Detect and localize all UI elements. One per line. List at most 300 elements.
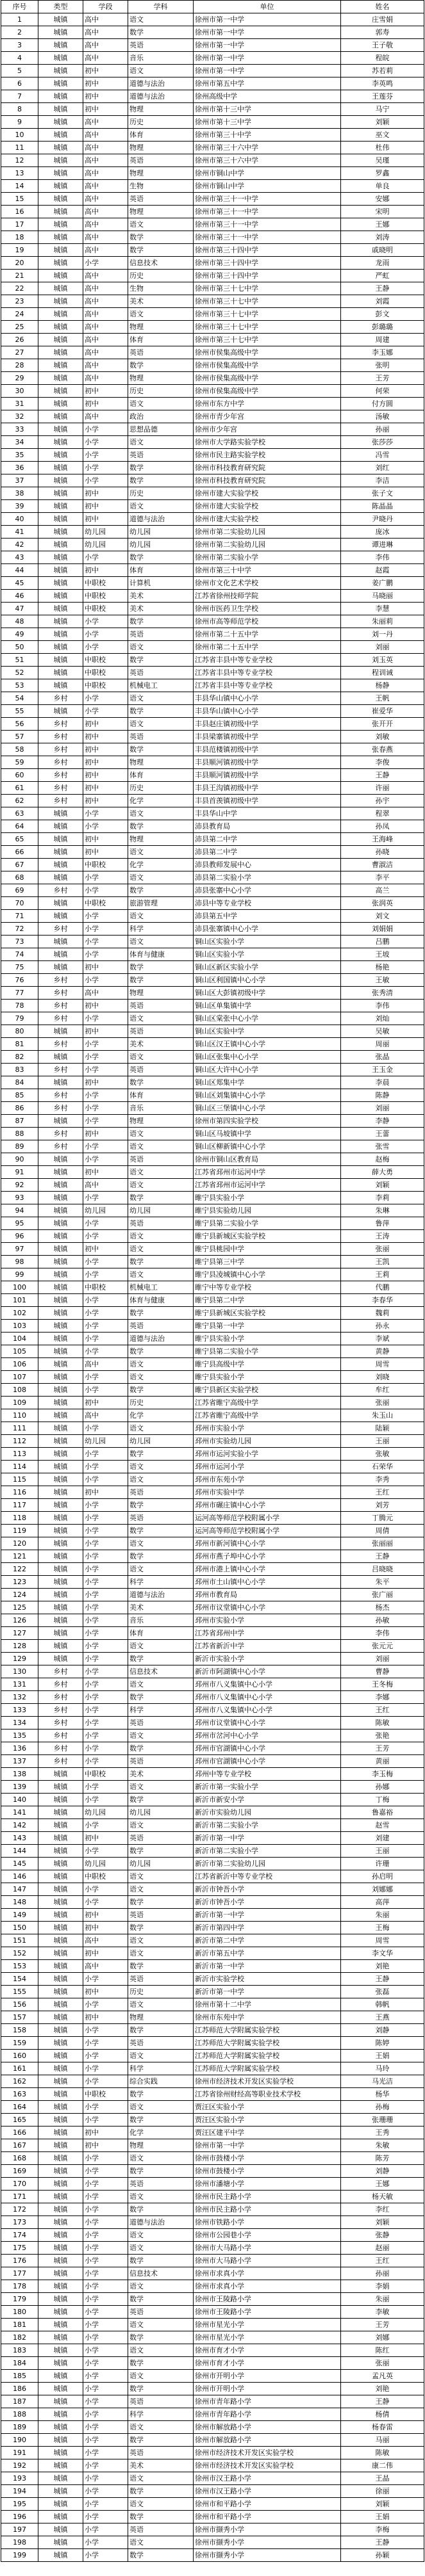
table-row <box>1 807 424 820</box>
cell-type: 城镇 <box>38 1601 83 1614</box>
cell-stage: 中职校 <box>83 577 128 590</box>
cell-unit: 丰县首羡镇初级中学 <box>194 795 341 807</box>
cell-subject: 语文 <box>128 846 194 859</box>
cell-type: 城镇 <box>38 1627 83 1640</box>
cell-subject: 数学 <box>128 1384 194 1397</box>
cell-unit: 邳州市港上镇中心小学 <box>194 1563 341 1576</box>
cell-unit: 邳州市土山镇中心小学 <box>194 1576 341 1589</box>
table-row <box>1 2472 424 2485</box>
cell-type: 城镇 <box>38 1409 83 1422</box>
cell-subject: 体育与健康 <box>128 948 194 961</box>
cell-unit: 沛县张寨镇中心小学 <box>194 923 341 936</box>
cell-type: 城镇 <box>38 1550 83 1563</box>
cell-stage: 小学 <box>83 1012 128 1025</box>
cell-stage: 初中 <box>83 1486 128 1499</box>
cell-stage: 小学 <box>83 2152 128 2165</box>
cell-type: 城镇 <box>38 1614 83 1627</box>
cell-type: 城镇 <box>38 1512 83 1525</box>
cell-index: 94 <box>1 1204 38 1217</box>
table-row <box>1 577 424 590</box>
cell-stage: 小学 <box>83 1678 128 1691</box>
cell-name: 赵霞 <box>341 564 424 577</box>
cell-type: 城镇 <box>38 1461 83 1473</box>
cell-index: 147 <box>1 1883 38 1896</box>
cell-index: 159 <box>1 2037 38 2050</box>
cell-unit: 徐州市和平路小学 <box>194 2498 341 2511</box>
cell-unit: 邳州市教育局 <box>194 1589 341 1601</box>
cell-type: 乡村 <box>38 1102 83 1115</box>
cell-index: 155 <box>1 1986 38 1998</box>
cell-name: 周倩 <box>341 1525 424 1537</box>
cell-type: 城镇 <box>38 116 83 129</box>
cell-stage: 小学 <box>83 2306 128 2319</box>
cell-name: 苏若莉 <box>341 65 424 77</box>
cell-subject: 化学 <box>128 1409 194 1422</box>
cell-name: 张敏 <box>341 1448 424 1461</box>
cell-stage: 小学 <box>83 871 128 884</box>
table-row <box>1 167 424 180</box>
cell-index: 131 <box>1 1678 38 1691</box>
cell-stage: 初中 <box>83 2011 128 2024</box>
cell-index: 73 <box>1 936 38 948</box>
cell-stage: 高中 <box>83 52 128 65</box>
cell-index: 3 <box>1 39 38 52</box>
cell-subject: 数学 <box>128 2024 194 2037</box>
cell-unit: 徐州市第三十一中学 <box>194 218 341 231</box>
table-row <box>1 26 424 39</box>
cell-type: 城镇 <box>38 449 83 462</box>
cell-type: 城镇 <box>38 1640 83 1653</box>
table-row <box>1 1729 424 1742</box>
table-row <box>1 1691 424 1704</box>
cell-subject: 历史 <box>128 270 194 282</box>
cell-stage: 初中 <box>83 769 128 782</box>
cell-subject: 数学 <box>128 1653 194 1665</box>
cell-stage: 初中 <box>83 90 128 103</box>
cell-index: 87 <box>1 1115 38 1128</box>
cell-stage: 小学 <box>83 1499 128 1512</box>
cell-index: 47 <box>1 603 38 615</box>
cell-unit: 徐州市民主路小学 <box>194 2203 341 2216</box>
cell-unit: 沛县张寨中心小学 <box>194 884 341 897</box>
cell-type: 城镇 <box>38 2075 83 2088</box>
cell-stage: 小学 <box>83 2434 128 2447</box>
cell-subject: 数学 <box>128 1256 194 1268</box>
cell-name: 单良 <box>341 180 424 193</box>
header-stage: 学段 <box>83 1 128 13</box>
cell-name: 朱平 <box>341 1576 424 1589</box>
cell-type: 城镇 <box>38 500 83 513</box>
cell-type: 城镇 <box>38 2088 83 2101</box>
cell-stage: 小学 <box>83 974 128 987</box>
table-row <box>1 2088 424 2101</box>
cell-stage: 小学 <box>83 1256 128 1268</box>
cell-subject: 英语 <box>128 1320 194 1333</box>
table-row <box>1 743 424 756</box>
cell-unit: 邳州市实验小学 <box>194 1422 341 1435</box>
cell-subject: 物理 <box>128 372 194 385</box>
cell-index: 25 <box>1 321 38 334</box>
cell-index: 23 <box>1 295 38 308</box>
cell-name: 姜广鹏 <box>341 577 424 590</box>
cell-index: 130 <box>1 1665 38 1678</box>
cell-unit: 徐州市育才小学 <box>194 2357 341 2370</box>
cell-index: 65 <box>1 833 38 846</box>
cell-name: 张春燕 <box>341 743 424 756</box>
table-row <box>1 936 424 948</box>
cell-index: 135 <box>1 1729 38 1742</box>
table-row <box>1 1781 424 1794</box>
cell-unit: 徐州市大马路小学 <box>194 2242 341 2255</box>
cell-subject: 语文 <box>128 2101 194 2114</box>
cell-unit: 徐州市铁路小学 <box>194 2216 341 2229</box>
cell-index: 163 <box>1 2088 38 2101</box>
cell-subject: 物理 <box>128 1115 194 1128</box>
cell-subject: 英语 <box>128 2037 194 2050</box>
table-row <box>1 193 424 206</box>
table-row <box>1 1000 424 1012</box>
cell-index: 6 <box>1 77 38 90</box>
cell-name: 孙梅 <box>341 2101 424 2114</box>
cell-subject: 物理 <box>128 2139 194 2152</box>
table-row <box>1 1486 424 1499</box>
cell-stage: 中职校 <box>83 590 128 603</box>
cell-type: 城镇 <box>38 1204 83 1217</box>
cell-stage: 小学 <box>83 1717 128 1729</box>
cell-unit: 江苏省邳州中学 <box>194 1627 341 1640</box>
cell-name: 刘丽 <box>341 1102 424 1115</box>
cell-subject: 机械电工 <box>128 679 194 692</box>
cell-name: 赵丽 <box>341 2242 424 2255</box>
cell-unit: 贾汪区实验小学 <box>194 2101 341 2114</box>
table-row <box>1 1794 424 1806</box>
table-row <box>1 2306 424 2319</box>
cell-subject: 数学 <box>128 654 194 667</box>
table-row <box>1 603 424 615</box>
cell-index: 136 <box>1 1742 38 1755</box>
table-row <box>1 1333 424 1345</box>
cell-type: 城镇 <box>38 1832 83 1845</box>
cell-name: 刘静 <box>341 2024 424 2037</box>
cell-name: 王梅 <box>341 1922 424 1934</box>
cell-unit: 丰县华山中学 <box>194 807 341 820</box>
cell-subject: 数学 <box>128 2165 194 2178</box>
cell-subject: 数学 <box>128 884 194 897</box>
cell-subject: 体育 <box>128 1089 194 1102</box>
cell-subject: 数学 <box>128 474 194 487</box>
cell-type: 城镇 <box>38 1230 83 1243</box>
cell-name: 陈静 <box>341 1089 424 1102</box>
cell-stage: 小学 <box>83 1627 128 1640</box>
cell-unit: 徐州市第二十五中学 <box>194 641 341 654</box>
cell-unit: 徐州市王陵路小学 <box>194 2306 341 2319</box>
cell-unit: 邳州市八义集镇中心小学 <box>194 1704 341 1717</box>
cell-stage: 小学 <box>83 1525 128 1537</box>
cell-stage: 幼儿园 <box>83 1806 128 1819</box>
cell-unit: 睢宁县第二实验小学 <box>194 1217 341 1230</box>
cell-unit: 徐州市求真小学 <box>194 2267 341 2280</box>
cell-unit: 铜山区新区实验小学 <box>194 961 341 974</box>
cell-index: 64 <box>1 820 38 833</box>
cell-stage: 小学 <box>83 2165 128 2178</box>
cell-index: 77 <box>1 987 38 1000</box>
cell-stage: 初中 <box>83 103 128 116</box>
cell-stage: 小学 <box>83 1883 128 1896</box>
cell-type: 城镇 <box>38 2319 83 2331</box>
cell-name: 程训诫 <box>341 667 424 679</box>
cell-subject: 数学 <box>128 1742 194 1755</box>
cell-subject: 历史 <box>128 1397 194 1409</box>
cell-subject: 数学 <box>128 1896 194 1909</box>
cell-stage: 小学 <box>83 1755 128 1768</box>
cell-subject: 物理 <box>128 142 194 154</box>
cell-subject: 英语 <box>128 667 194 679</box>
cell-name: 王静 <box>341 769 424 782</box>
cell-type: 乡村 <box>38 782 83 795</box>
cell-type: 城镇 <box>38 2447 83 2459</box>
cell-name: 李文华 <box>341 1947 424 1960</box>
cell-index: 72 <box>1 923 38 936</box>
cell-unit: 新沂市第一中学 <box>194 1909 341 1922</box>
cell-unit: 徐州市第三十七中学 <box>194 334 341 346</box>
table-row <box>1 859 424 871</box>
cell-unit: 邳州市实验中学 <box>194 1486 341 1499</box>
cell-unit: 丰县华山镇中心小学 <box>194 705 341 718</box>
cell-stage: 中职校 <box>83 1281 128 1294</box>
cell-index: 121 <box>1 1550 38 1563</box>
table-row <box>1 244 424 257</box>
cell-name: 李平 <box>341 871 424 884</box>
cell-type: 城镇 <box>38 385 83 398</box>
cell-subject: 政治 <box>128 410 194 423</box>
cell-name: 李伟 <box>341 551 424 564</box>
cell-unit: 铜山区利国镇中心小学 <box>194 974 341 987</box>
cell-type: 城镇 <box>38 615 83 628</box>
cell-name: 陆颖 <box>341 1422 424 1435</box>
table-row <box>1 1140 424 1153</box>
table-row <box>1 1166 424 1179</box>
cell-type: 城镇 <box>38 2523 83 2536</box>
cell-name: 张晶 <box>341 1051 424 1064</box>
cell-type: 城镇 <box>38 1217 83 1230</box>
cell-stage: 小学 <box>83 2293 128 2306</box>
cell-subject: 美术 <box>128 603 194 615</box>
cell-stage: 初中 <box>83 1166 128 1179</box>
table-row <box>1 679 424 692</box>
cell-subject: 语文 <box>128 308 194 321</box>
cell-subject: 语文 <box>128 807 194 820</box>
cell-stage: 小学 <box>83 2229 128 2242</box>
cell-subject: 英语 <box>128 2523 194 2536</box>
cell-stage: 小学 <box>83 436 128 449</box>
cell-index: 102 <box>1 1307 38 1320</box>
cell-type: 城镇 <box>38 948 83 961</box>
cell-subject: 语文 <box>128 1166 194 1179</box>
cell-type: 城镇 <box>38 2408 83 2421</box>
cell-unit: 徐州市第三十七中学 <box>194 282 341 295</box>
cell-type: 城镇 <box>38 2229 83 2242</box>
cell-name: 刘艳 <box>341 2383 424 2395</box>
cell-index: 97 <box>1 1243 38 1256</box>
cell-index: 172 <box>1 2203 38 2216</box>
cell-name: 王红 <box>341 1704 424 1717</box>
cell-unit: 江苏省徐州技师学院 <box>194 590 341 603</box>
cell-unit: 铜山区刘集镇中心小学 <box>194 1089 341 1102</box>
cell-stage: 高中 <box>83 244 128 257</box>
cell-unit: 丰县赵庄镇初级中学 <box>194 718 341 731</box>
cell-subject: 数学 <box>128 705 194 718</box>
cell-index: 32 <box>1 410 38 423</box>
cell-stage: 小学 <box>83 1537 128 1550</box>
cell-subject: 物理 <box>128 756 194 769</box>
cell-stage: 高中 <box>83 1358 128 1371</box>
cell-unit: 邳州中等专业学校 <box>194 1768 341 1781</box>
cell-index: 158 <box>1 2024 38 2037</box>
cell-unit: 徐州市第一中学 <box>194 65 341 77</box>
cell-stage: 中职校 <box>83 859 128 871</box>
cell-stage: 高中 <box>83 1179 128 1192</box>
cell-unit: 徐州市建大实验学校 <box>194 500 341 513</box>
cell-name: 刘玉英 <box>341 654 424 667</box>
cell-type: 城镇 <box>38 1153 83 1166</box>
cell-unit: 丰县顺河镇初级中学 <box>194 756 341 769</box>
cell-subject: 体育 <box>128 334 194 346</box>
cell-stage: 小学 <box>83 692 128 705</box>
cell-unit: 睢宁县桃园中学 <box>194 1243 341 1256</box>
cell-name: 李莉 <box>341 1192 424 1204</box>
cell-unit: 铜山区实验小学 <box>194 936 341 948</box>
cell-index: 22 <box>1 282 38 295</box>
table-row <box>1 2408 424 2421</box>
cell-type: 乡村 <box>38 884 83 897</box>
cell-index: 153 <box>1 1960 38 1973</box>
cell-subject: 英语 <box>128 2178 194 2191</box>
cell-unit: 邳州市实验小学 <box>194 1614 341 1627</box>
cell-stage: 小学 <box>83 2255 128 2267</box>
cell-type: 城镇 <box>38 2024 83 2037</box>
cell-stage: 幼儿园 <box>83 526 128 539</box>
cell-unit: 运河高等师范学校附属小学 <box>194 1525 341 1537</box>
cell-stage: 初中 <box>83 65 128 77</box>
cell-subject: 数学 <box>128 2255 194 2267</box>
cell-stage: 小学 <box>83 1371 128 1384</box>
table-row <box>1 1256 424 1268</box>
cell-name: 周建 <box>341 334 424 346</box>
cell-type: 乡村 <box>38 987 83 1000</box>
cell-unit: 沛县第二实验小学 <box>194 871 341 884</box>
cell-index: 83 <box>1 1064 38 1076</box>
cell-subject: 英语 <box>128 1909 194 1922</box>
cell-unit: 徐州市鼓楼小学 <box>194 2152 341 2165</box>
cell-stage: 高中 <box>83 1934 128 1947</box>
table-row <box>1 1499 424 1512</box>
cell-name: 康二伟 <box>341 2459 424 2472</box>
cell-type: 城镇 <box>38 2152 83 2165</box>
table-row <box>1 1089 424 1102</box>
cell-type: 城镇 <box>38 1998 83 2011</box>
cell-type: 城镇 <box>38 282 83 295</box>
cell-unit: 徐州市育才小学 <box>194 2344 341 2357</box>
cell-stage: 初中 <box>83 2126 128 2139</box>
cell-subject: 体育与健康 <box>128 1294 194 1307</box>
cell-stage: 高中 <box>83 987 128 1000</box>
cell-stage: 初中 <box>83 1832 128 1845</box>
cell-subject: 数学 <box>128 231 194 244</box>
table-row <box>1 321 424 334</box>
cell-unit: 贾汪区实验小学 <box>194 2114 341 2126</box>
cell-index: 177 <box>1 2267 38 2280</box>
table-row <box>1 2293 424 2306</box>
cell-subject: 英语 <box>128 1973 194 1986</box>
cell-index: 95 <box>1 1217 38 1230</box>
cell-unit: 徐州市王陵路小学 <box>194 2293 341 2306</box>
table-row <box>1 884 424 897</box>
table-row <box>1 52 424 65</box>
cell-stage: 小学 <box>83 1640 128 1653</box>
cell-index: 93 <box>1 1192 38 1204</box>
cell-index: 141 <box>1 1806 38 1819</box>
cell-subject: 语文 <box>128 1371 194 1384</box>
cell-name: 许丽 <box>341 782 424 795</box>
cell-type: 城镇 <box>38 2383 83 2395</box>
cell-unit: 江苏师范大学附属实验学校 <box>194 2062 341 2075</box>
cell-name: 刘颖 <box>341 1179 424 1192</box>
table-row <box>1 2549 424 2562</box>
cell-subject: 数学 <box>128 1345 194 1358</box>
cell-index: 115 <box>1 1473 38 1486</box>
cell-type: 乡村 <box>38 1755 83 1768</box>
cell-type: 城镇 <box>38 359 83 372</box>
cell-name: 李娜 <box>341 1691 424 1704</box>
cell-index: 76 <box>1 974 38 987</box>
cell-type: 城镇 <box>38 2050 83 2062</box>
cell-type: 乡村 <box>38 795 83 807</box>
cell-name: 刘丽 <box>341 641 424 654</box>
cell-unit: 沛县中等专业学校 <box>194 897 341 910</box>
cell-type: 城镇 <box>38 2242 83 2255</box>
cell-name: 王芳 <box>341 1742 424 1755</box>
cell-type: 城镇 <box>38 2216 83 2229</box>
cell-stage: 初中 <box>83 1986 128 1998</box>
cell-subject: 旅游管理 <box>128 897 194 910</box>
cell-name: 王芳 <box>341 372 424 385</box>
cell-stage: 小学 <box>83 2178 128 2191</box>
cell-subject: 英语 <box>128 2395 194 2408</box>
cell-name: 张丽 <box>341 2357 424 2370</box>
table-row <box>1 77 424 90</box>
cell-index: 11 <box>1 142 38 154</box>
cell-index: 134 <box>1 1717 38 1729</box>
cell-index: 113 <box>1 1448 38 1461</box>
cell-name: 付方圆 <box>341 398 424 410</box>
cell-type: 乡村 <box>38 1742 83 1755</box>
cell-unit: 铜山区郑集中学 <box>194 1076 341 1089</box>
table-row <box>1 1665 424 1678</box>
cell-index: 194 <box>1 2485 38 2498</box>
table-row <box>1 39 424 52</box>
table-row <box>1 1640 424 1653</box>
cell-unit: 徐州市民主路小学 <box>194 2191 341 2203</box>
cell-type: 城镇 <box>38 551 83 564</box>
table-row <box>1 2242 424 2255</box>
cell-subject: 科学 <box>128 1704 194 1717</box>
cell-name: 张艳 <box>341 1729 424 1742</box>
cell-type: 城镇 <box>38 372 83 385</box>
cell-unit: 丰县顺河镇初级中学 <box>194 769 341 782</box>
cell-subject: 语文 <box>128 1268 194 1281</box>
table-row <box>1 1204 424 1217</box>
cell-type: 乡村 <box>38 1089 83 1102</box>
